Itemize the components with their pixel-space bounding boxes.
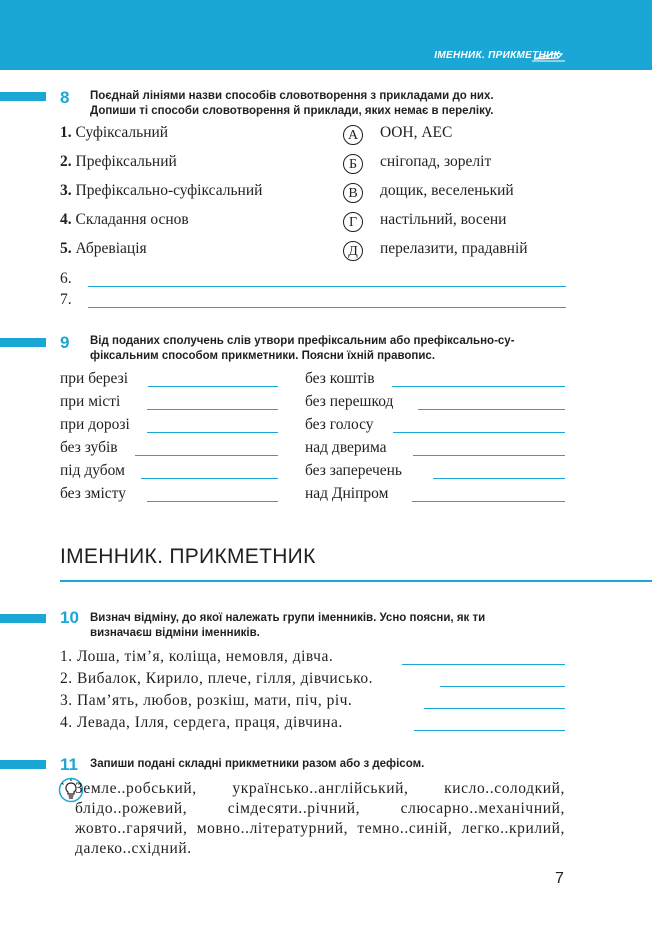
example-text: ООН, АЕС — [380, 124, 453, 141]
answer-line[interactable] — [147, 501, 278, 502]
item-text: Суфіксальний — [75, 124, 169, 141]
phrase: над Дніпром — [305, 485, 389, 502]
instruction-line: Від поданих сполучень слів утвори префіксальним або префіксально-су- — [90, 335, 515, 347]
instruction-line: Визнач відміну, до якої належать групи іменників. Усно поясни, як ти — [90, 612, 486, 624]
answer-line[interactable] — [424, 708, 565, 709]
example-text: дощик, веселенький — [380, 182, 514, 199]
section-title: ІМЕННИК. ПРИКМЕТНИК — [60, 545, 316, 568]
answer-line[interactable] — [147, 409, 278, 410]
item-number: 4. — [60, 211, 72, 228]
exercise-number: 8 — [60, 88, 70, 107]
answer-line[interactable] — [148, 386, 278, 387]
exercise-instruction — [90, 89, 570, 118]
example-text: снігопад, зореліт — [380, 153, 492, 170]
blank-label: 7. — [60, 291, 72, 308]
answer-line[interactable] — [418, 409, 565, 410]
letter-badge[interactable]: А — [343, 125, 363, 145]
phrase: без голосу — [305, 416, 374, 433]
method-item — [60, 211, 189, 229]
item-text: Вибалок, Кирило, плече, гілля, дівчисько. — [77, 670, 374, 687]
phrase: при місті — [60, 393, 121, 410]
answer-line[interactable] — [413, 455, 565, 456]
exercise-tab — [0, 92, 46, 101]
item-number: 4. — [60, 714, 73, 731]
phrase: при дорозі — [60, 416, 130, 433]
answer-line[interactable] — [88, 307, 566, 308]
phrase: без зубів — [60, 439, 118, 456]
method-item — [60, 240, 147, 258]
exercise-text: Земле..робський, українсько..англійський, кисло..солодкий, блідо..рожевий, сімдесяти..річний, слюсарно..механічний, жовто..гарячий, мовно..літературний, темно..синій, легко..крилий, далеко..східний. — [75, 780, 565, 857]
letter-badge[interactable]: Б — [343, 154, 363, 174]
instruction-line: Допиши ті способи словотворення й приклади, яких немає в переліку. — [90, 104, 494, 117]
item-number: 1. — [60, 648, 73, 665]
item-number: 3. — [60, 692, 73, 709]
answer-line[interactable] — [402, 664, 565, 665]
exercise-tab — [0, 760, 46, 769]
item-text: Абревіація — [75, 240, 147, 257]
answer-line[interactable] — [135, 455, 278, 456]
answer-line[interactable] — [141, 478, 278, 479]
answer-line[interactable] — [414, 730, 565, 731]
answer-line[interactable] — [147, 432, 278, 433]
instruction-line: Поєднай лініями назви способів словотворення з прикладами до них. — [90, 90, 494, 102]
page-number: 7 — [555, 870, 564, 887]
blank-label: 6. — [60, 270, 72, 287]
letter-badge[interactable]: Д — [343, 241, 363, 261]
exercise-instruction — [90, 334, 570, 363]
letter-badge[interactable]: В — [343, 183, 363, 203]
phrase: без коштів — [305, 370, 375, 387]
noun-group — [60, 692, 352, 710]
letter-badge[interactable]: Г — [343, 212, 363, 232]
answer-line[interactable] — [393, 432, 565, 433]
item-text: Лоша, тім’я, коліща, немовля, дівча. — [77, 648, 334, 665]
phrase: при березі — [60, 370, 129, 387]
phrase: під дубом — [60, 462, 125, 479]
exercise-number: 10 — [60, 608, 79, 627]
pencil-icon — [532, 50, 566, 62]
answer-line[interactable] — [440, 686, 565, 687]
exercise-instruction — [90, 611, 570, 640]
section-rule — [60, 580, 652, 582]
example-text: настільний, восени — [380, 211, 507, 228]
answer-line[interactable] — [392, 386, 565, 387]
phrase: над дверима — [305, 439, 387, 456]
item-number: 2. — [60, 153, 72, 170]
item-number: 3. — [60, 182, 72, 199]
exercise-number: 9 — [60, 333, 70, 352]
instruction-line: фіксальним способом прикметники. Поясни їхній правопис. — [90, 349, 436, 362]
phrase: без змісту — [60, 485, 126, 502]
item-text: Префіксальний — [75, 153, 177, 170]
method-item — [60, 153, 177, 171]
exercise-tab — [0, 614, 46, 623]
method-item — [60, 182, 262, 200]
item-text: Пам’ять, любов, розкіш, мати, піч, річ. — [77, 692, 353, 709]
noun-group — [60, 648, 333, 666]
exercise-instruction: Запиши подані складні прикметники разом або з дефісом. — [90, 758, 425, 770]
answer-line[interactable] — [412, 501, 565, 502]
noun-group — [60, 670, 373, 688]
answer-line[interactable] — [433, 478, 565, 479]
item-text: Складання основ — [75, 211, 189, 228]
item-number: 5. — [60, 240, 72, 257]
item-number: 2. — [60, 670, 73, 687]
item-text: Левада, Ілля, сердега, праця, дівчина. — [77, 714, 343, 731]
example-text: перелазити, прадавній — [380, 240, 528, 257]
answer-line[interactable] — [88, 286, 566, 287]
noun-group — [60, 714, 343, 732]
exercise-number: 11 — [60, 755, 78, 774]
item-number: 1. — [60, 124, 72, 141]
phrase: без перешкод — [305, 393, 394, 410]
method-item — [60, 124, 168, 142]
item-text: Префіксально-суфіксальний — [75, 182, 263, 199]
exercise-tab — [0, 338, 46, 347]
instruction-line: визначаєш відміни іменників. — [90, 626, 260, 639]
phrase: без заперечень — [305, 462, 403, 479]
running-title: ІМЕННИК. ПРИКМЕТНИК — [434, 50, 560, 61]
